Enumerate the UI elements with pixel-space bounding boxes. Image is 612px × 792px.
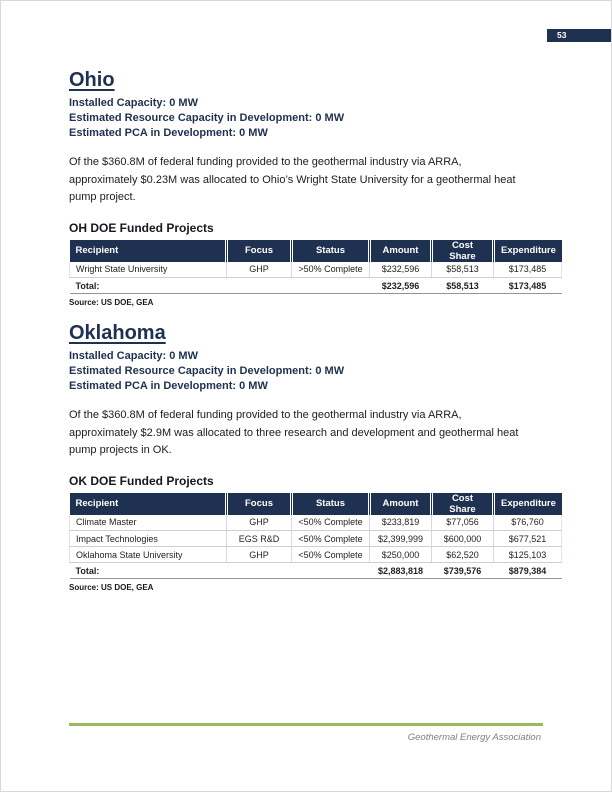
total-status	[292, 563, 370, 579]
cell-cost-share: $62,520	[432, 547, 494, 563]
column-header-amount: Amount	[370, 493, 432, 515]
table-total-row	[70, 278, 562, 294]
stat-resource-capacity: Estimated Resource Capacity in Development: 0 MW	[69, 365, 345, 377]
total-focus	[227, 278, 292, 294]
doe-projects-table-oh	[69, 240, 562, 295]
doe-projects-table-ok	[69, 493, 562, 580]
cell-cost-share: $600,000	[432, 531, 494, 547]
cell-cost-share: $77,056	[432, 515, 494, 531]
section-title-oklahoma: Oklahoma	[69, 322, 166, 344]
table-row	[70, 515, 562, 531]
cell-status: >50% Complete	[292, 262, 370, 278]
stat-pca-development: Estimated PCA in Development: 0 MW	[69, 127, 268, 139]
table-row	[70, 531, 562, 547]
cell-focus: GHP	[227, 515, 292, 531]
cell-focus: GHP	[227, 547, 292, 563]
cell-focus: EGS R&D	[227, 531, 292, 547]
stat-pca-development: Estimated PCA in Development: 0 MW	[69, 380, 268, 392]
cell-status: <50% Complete	[292, 515, 370, 531]
cell-status: <50% Complete	[292, 531, 370, 547]
table-row	[70, 547, 562, 563]
page-number: 53	[557, 30, 567, 40]
cell-cost-share: $58,513	[432, 262, 494, 278]
footer-divider-rule	[69, 723, 543, 726]
cell-expenditure: $173,485	[494, 262, 562, 278]
column-header-recipient: Recipient	[70, 240, 227, 262]
table-total-row	[70, 563, 562, 579]
table-title-ok: OK DOE Funded Projects	[69, 473, 214, 488]
total-label: Total:	[70, 278, 227, 294]
page-number-badge	[547, 29, 611, 42]
total-expenditure: $173,485	[494, 278, 562, 294]
total-focus	[227, 563, 292, 579]
source-note: Source: US DOE, GEA	[69, 583, 154, 592]
cell-amount: $250,000	[370, 547, 432, 563]
column-header-amount: Amount	[370, 240, 432, 262]
cell-amount: $2,399,999	[370, 531, 432, 547]
section-oklahoma	[69, 322, 561, 592]
table-header-row	[70, 240, 562, 262]
funding-paragraph: Of the $360.8M of federal funding provided to the geothermal industry via ARRA, approximately $2.9M was allocated to three research and development and geothermal heat pump projects in OK.	[69, 409, 519, 456]
total-cost-share: $739,576	[432, 563, 494, 579]
cell-expenditure: $125,103	[494, 547, 562, 563]
column-header-expenditure: Expenditure	[494, 240, 562, 262]
total-status	[292, 278, 370, 294]
stat-resource-capacity: Estimated Resource Capacity in Development: 0 MW	[69, 112, 345, 124]
cell-amount: $233,819	[370, 515, 432, 531]
column-header-status: Status	[292, 240, 370, 262]
cell-amount: $232,596	[370, 262, 432, 278]
column-header-expenditure: Expenditure	[494, 493, 562, 515]
stat-installed-capacity: Installed Capacity: 0 MW	[69, 350, 198, 362]
cell-recipient: Wright State University	[70, 262, 227, 278]
total-amount: $232,596	[370, 278, 432, 294]
column-header-cost-share: Cost Share	[432, 493, 494, 515]
table-header-row	[70, 493, 562, 515]
column-header-status: Status	[292, 493, 370, 515]
cell-expenditure: $76,760	[494, 515, 562, 531]
cell-focus: GHP	[227, 262, 292, 278]
cell-recipient: Impact Technologies	[70, 531, 227, 547]
column-header-recipient: Recipient	[70, 493, 227, 515]
footer-organization-name: Geothermal Energy Association	[407, 732, 541, 743]
section-title-ohio: Ohio	[69, 69, 115, 91]
cell-recipient: Oklahoma State University	[70, 547, 227, 563]
column-header-cost-share: Cost Share	[432, 240, 494, 262]
section-ohio	[69, 69, 561, 307]
column-header-focus: Focus	[227, 493, 292, 515]
total-cost-share: $58,513	[432, 278, 494, 294]
funding-paragraph: Of the $360.8M of federal funding provided to the geothermal industry via ARRA, approximately $0.23M was allocated to Ohio’s Wright State University for a geothermal heat pump project.	[69, 156, 516, 203]
source-note: Source: US DOE, GEA	[69, 298, 154, 307]
total-expenditure: $879,384	[494, 563, 562, 579]
total-amount: $2,883,818	[370, 563, 432, 579]
table-title-oh: OH DOE Funded Projects	[69, 220, 214, 235]
cell-recipient: Climate Master	[70, 515, 227, 531]
cell-status: <50% Complete	[292, 547, 370, 563]
column-header-focus: Focus	[227, 240, 292, 262]
cell-expenditure: $677,521	[494, 531, 562, 547]
stat-installed-capacity: Installed Capacity: 0 MW	[69, 97, 198, 109]
table-row	[70, 262, 562, 278]
total-label: Total:	[70, 563, 227, 579]
